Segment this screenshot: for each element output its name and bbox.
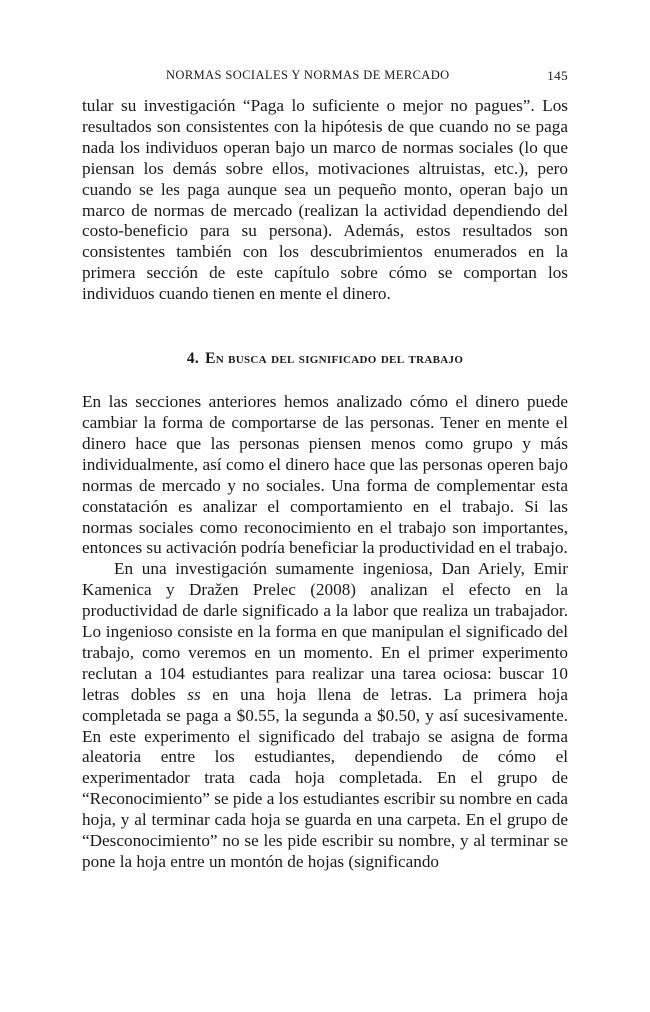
running-title: NORMAS SOCIALES Y NORMAS DE MERCADO xyxy=(166,68,450,82)
paragraph-continuation: tular su investigación “Paga lo suficiente o mejor no pagues”. Los resultados son consistentes con la hipótesis de que cuando no se paga nada los individuos operan bajo un marco de normas sociales (lo que piensan los demás sobre ellos, motivaciones altruistas, etc.), pero cuando se les paga aunque sea un pequeño monto, operan bajo un marco de normas de mercado (realizan la actividad dependiendo del costo-beneficio para su persona). Además, estos resultados son consistentes también con los descubrimientos enumerados en la primera sección de este capítulo sobre cómo se comportan los individuos cuando tienen en mente el dinero. xyxy=(82,96,568,304)
section-number: 4. xyxy=(186,350,200,368)
italic-term: ss xyxy=(187,684,201,704)
paragraph-intro: En las secciones anteriores hemos analizado cómo el dinero puede cambiar la forma de comportarse de las personas. Tener en mente el dinero hace que las personas piensen menos como grupo y más individualmente, así como el dinero hace que las personas operen bajo normas de mercado y no sociales. Una forma de complementar esta constatación es analizar el comportamiento en el trabajo. Si las normas sociales como reconocimiento en el trabajo son importantes, entonces su activación podría beneficiar la productividad en el trabajo. xyxy=(82,392,568,558)
page-number: 145 xyxy=(547,68,568,83)
paragraph-study-text-b: en una hoja llena de letras. La primera hoja completada se paga a $0.55, la segunda a $0.50, y así sucesivamente. En este experimento el significado del trabajo se asigna de forma aleatoria entre los estudiantes, dependiendo de cómo el experimentador trata cada hoja completada. En el grupo de “Reconocimiento” se pide a los estudiantes escribir su nombre en cada hoja, y al terminar cada hoja se guarda en una carpeta. En el grupo de “Desconocimiento” no se les pide escribir su nombre, y al terminar se pone la hoja entre un montón de hojas (significando xyxy=(82,684,568,871)
book-page xyxy=(82,66,568,873)
section-heading xyxy=(82,350,568,368)
section-title: En busca del significado del trabajo xyxy=(205,350,464,368)
paragraph-study-text-a: En una investigación sumamente ingeniosa, Dan Ariely, Emir Kamenica y Dražen Prelec (2008) analizan el efecto en la productividad de darle significado a la labor que realiza un trabajador. Lo ingenioso consiste en la forma en que manipulan el significado del trabajo, como veremos en un momento. En el primer experimento reclutan a 104 estudiantes para realizar una tarea ociosa: buscar 10 letras dobles xyxy=(82,559,568,704)
paragraph-study xyxy=(82,559,568,873)
running-head xyxy=(82,66,568,86)
